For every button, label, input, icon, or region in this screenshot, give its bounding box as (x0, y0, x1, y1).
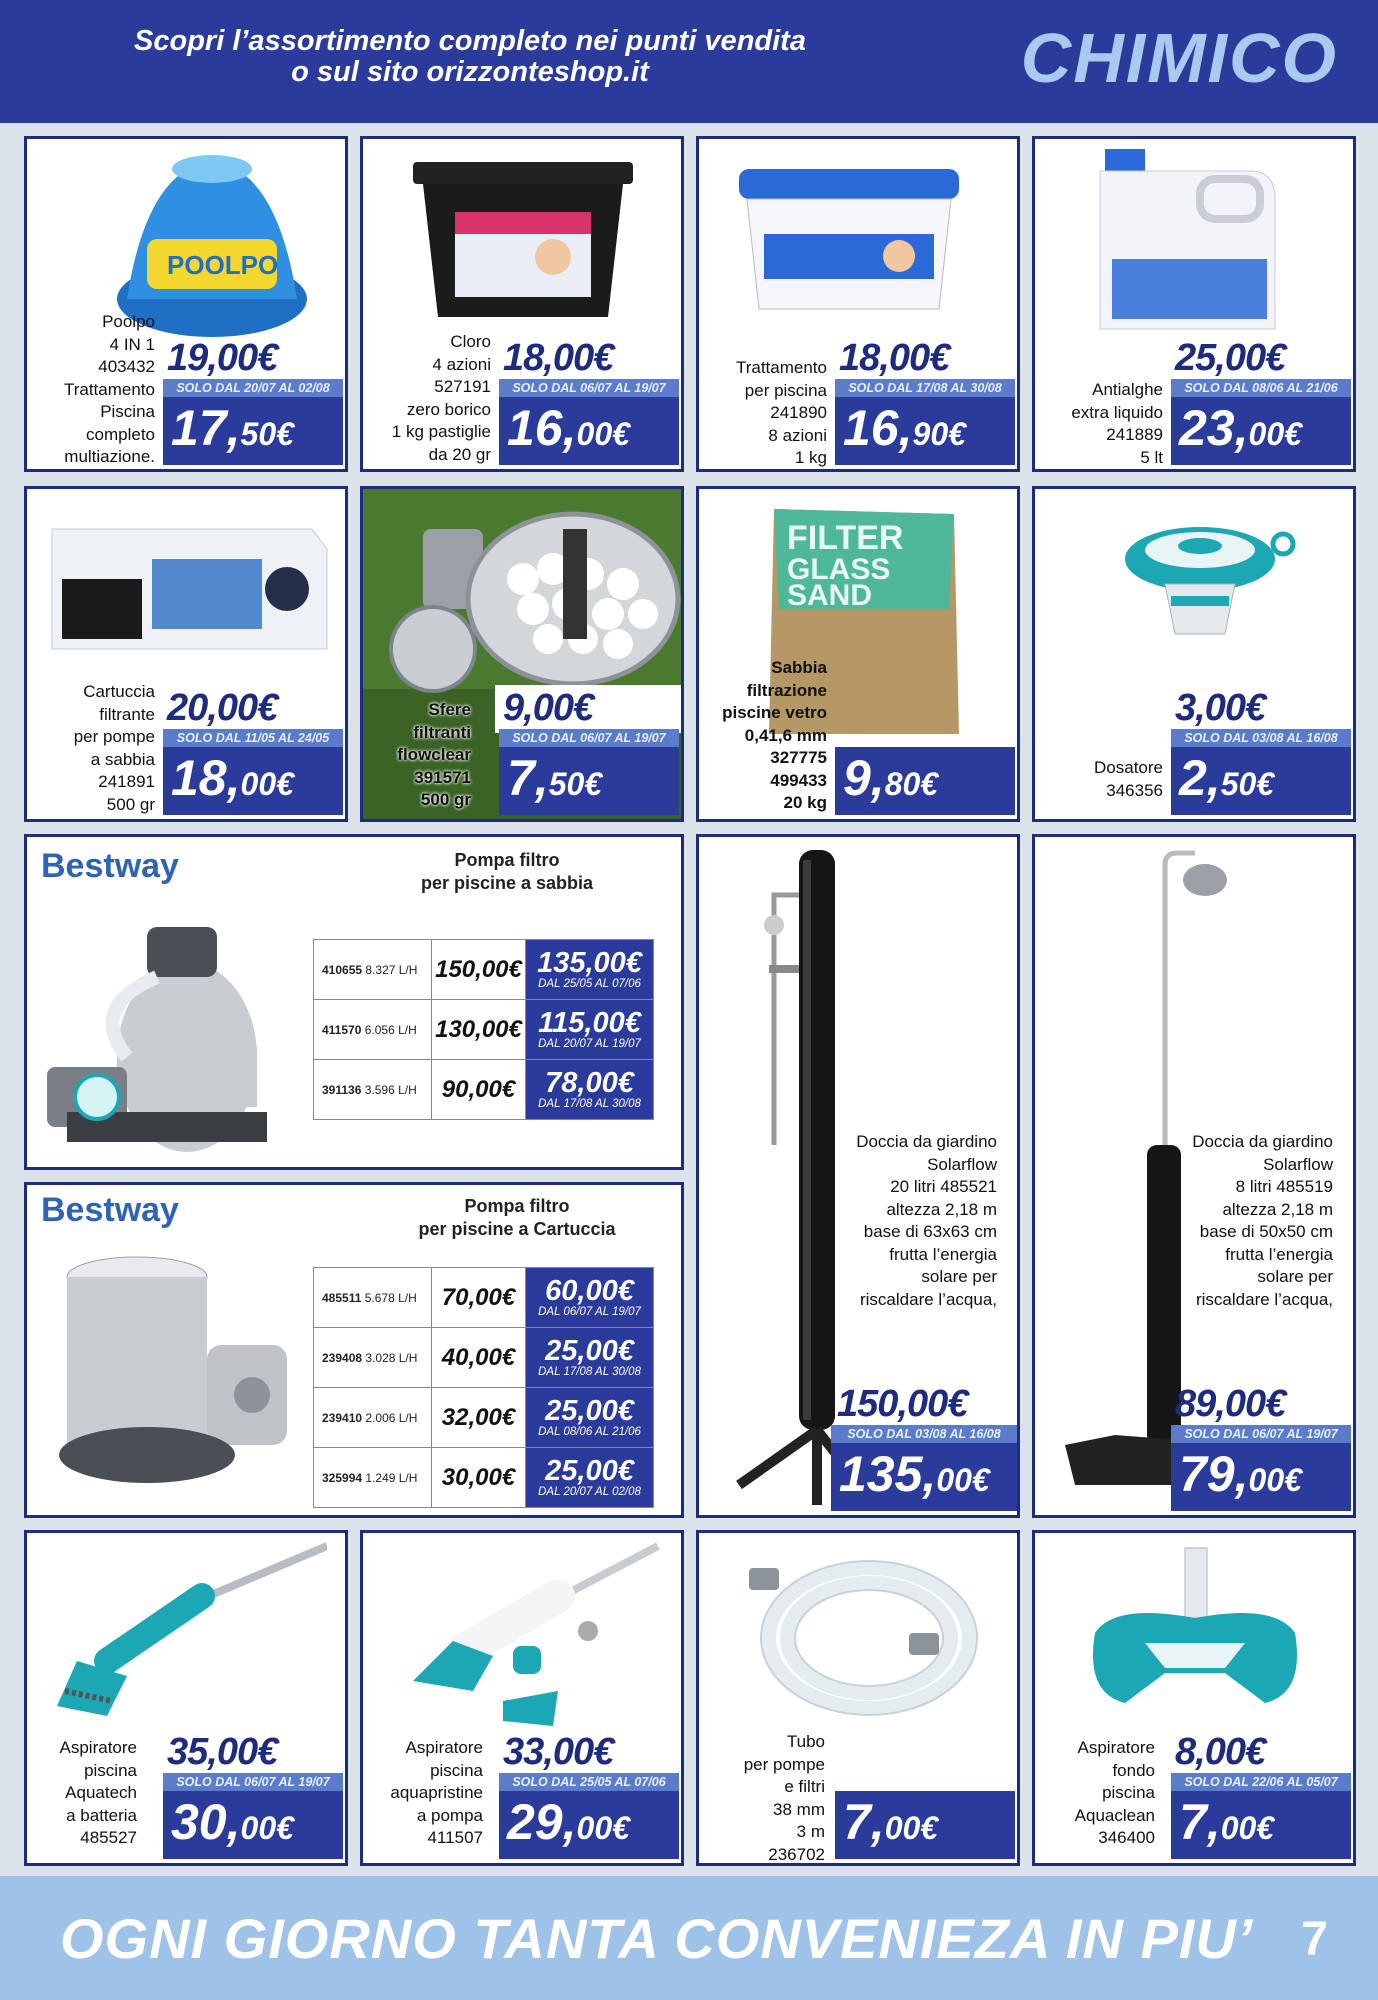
sale-price-box (835, 747, 1015, 815)
model-code: 325994 (322, 1470, 363, 1485)
full-price: 30,00€ (432, 1448, 526, 1508)
price-table-row (314, 940, 654, 1000)
flow-rate: 3.596 L/H (364, 1082, 417, 1097)
header-banner (0, 0, 1378, 123)
old-price: 3,00€ (1175, 687, 1266, 729)
sale-cell (526, 1388, 654, 1448)
tagline-line-1: Scopri l’assortimento completo nei punti vendita (134, 25, 806, 57)
flow-rate: 5.678 L/H (364, 1290, 417, 1305)
sale-price-box (1171, 1425, 1351, 1511)
full-price: 70,00€ (432, 1268, 526, 1328)
product-card-aquatech[interactable] (24, 1530, 348, 1866)
hose-image (729, 1543, 999, 1723)
product-card-poolpo[interactable] (24, 136, 348, 472)
price-table-row (314, 1268, 654, 1328)
antialgae-jug-image (1090, 149, 1290, 334)
price-int: 29, (507, 1794, 577, 1850)
price-int: 9, (843, 750, 885, 806)
full-price: 32,00€ (432, 1388, 526, 1448)
sale-price (1171, 397, 1351, 465)
sale-dates: DAL 08/06 AL 21/06 (538, 1426, 641, 1438)
old-price: 18,00€ (503, 337, 614, 379)
model-code: 239410 (322, 1410, 363, 1425)
sale-cell (526, 1268, 654, 1328)
sale-cell (526, 1000, 654, 1060)
sale-price-box (1171, 729, 1351, 815)
model-code: 239408 (322, 1350, 363, 1365)
price-int: 7, (507, 750, 549, 806)
sale-dates: SOLO DAL 06/07 AL 19/07 (499, 379, 679, 397)
product-card-antialghe[interactable] (1032, 136, 1356, 472)
product-desc: Cartuccia filtrante per pompe a sabbia 241891 500 gr (73, 682, 155, 814)
bestway-logo: Bestway (41, 1191, 179, 1229)
price-dec: 00€ (240, 766, 294, 802)
old-price: 33,00€ (503, 1731, 614, 1773)
sale-price: 60,00€ (545, 1275, 634, 1307)
sale-dates: SOLO DAL 06/07 AL 19/07 (163, 1773, 343, 1791)
cartridge-pump-price-table (313, 1267, 654, 1508)
old-price: 89,00€ (1175, 1383, 1286, 1425)
sale-price: 78,00€ (545, 1067, 634, 1099)
price-table-row (314, 1448, 654, 1508)
price-dec: 50€ (1220, 766, 1275, 802)
sale-price-box (499, 729, 679, 815)
product-desc: Dosatore 346356 (1094, 758, 1163, 800)
model-code: 485511 (322, 1290, 362, 1305)
sale-dates: SOLO DAL 08/06 AL 21/06 (1171, 379, 1351, 397)
sale-price (831, 1443, 1017, 1511)
sale-dates: DAL 20/07 AL 02/08 (538, 1486, 641, 1498)
sale-price: 25,00€ (545, 1335, 634, 1367)
sale-dates: SOLO DAL 25/05 AL 07/06 (499, 1773, 679, 1791)
sale-price-box (835, 1791, 1015, 1859)
product-card-tubo[interactable] (696, 1530, 1020, 1866)
flow-rate: 6.056 L/H (364, 1022, 417, 1037)
sale-price (163, 397, 343, 465)
product-desc: Trattamento per piscina 241890 8 azioni 1 kg (735, 358, 827, 467)
model-code: 411570 (322, 1022, 362, 1037)
product-desc: Poolpo 4 IN 1 403432 Trattamento Piscina completo multiazione. (63, 312, 155, 466)
flow-rate: 1.249 L/H (365, 1470, 418, 1485)
product-card-sabbia[interactable] (696, 486, 1020, 822)
old-price: 8,00€ (1175, 1731, 1266, 1773)
sale-price-box (163, 729, 343, 815)
sale-price (1171, 747, 1351, 815)
price-table-row (314, 1328, 654, 1388)
sale-cell (526, 1448, 654, 1508)
sale-price (1171, 1791, 1351, 1859)
model-cell (314, 1060, 432, 1120)
tagline-line-2: o sul sito orizzonteshop.it (291, 56, 649, 88)
sale-dates: SOLO DAL 06/07 AL 19/07 (499, 729, 679, 747)
price-table-row (314, 1060, 654, 1120)
flow-rate: 8.327 L/H (365, 962, 418, 977)
sale-dates: DAL 06/07 AL 19/07 (538, 1306, 641, 1318)
product-card-sfere[interactable] (360, 486, 684, 822)
price-int: 16, (507, 400, 577, 456)
model-cell (314, 1328, 432, 1388)
product-desc: Cloro 4 azioni 527191 zero borico 1 kg pastiglie da 20 gr (391, 332, 491, 464)
full-price: 90,00€ (432, 1060, 526, 1120)
sale-price: 115,00€ (538, 1007, 641, 1039)
flow-rate: 2.006 L/H (365, 1410, 418, 1425)
price-int: 7, (1179, 1794, 1221, 1850)
product-card-shower-20l[interactable] (696, 834, 1020, 1518)
price-int: 18, (171, 750, 241, 806)
sale-dates: SOLO DAL 17/08 AL 30/08 (835, 379, 1015, 397)
sand-filter-pump-image (47, 897, 267, 1157)
price-int: 2, (1179, 750, 1221, 806)
price-dec: 00€ (884, 1810, 939, 1846)
old-price: 25,00€ (1175, 337, 1286, 379)
flow-rate: 3.028 L/H (365, 1350, 418, 1365)
sale-price (835, 1791, 1015, 1859)
floating-dispenser-image (1105, 514, 1305, 654)
category-title: CHIMICO (1020, 19, 1338, 97)
product-card-cartuccia[interactable] (24, 486, 348, 822)
price-dec: 50€ (548, 766, 603, 802)
sale-price (835, 747, 1015, 815)
product-card-aquapristine[interactable] (360, 1530, 684, 1866)
full-price: 150,00€ (432, 940, 526, 1000)
price-int: 7, (843, 1794, 885, 1850)
price-dec: 00€ (1248, 416, 1302, 452)
product-desc: Tubo per pompe e filtri 38 mm 3 m 236702 (743, 1732, 825, 1864)
sale-dates: SOLO DAL 03/08 AL 16/08 (831, 1425, 1017, 1443)
price-int: 16, (843, 400, 913, 456)
page-number: 7 (1301, 1913, 1328, 1966)
pump-vacuum-image (383, 1541, 663, 1731)
sale-dates: SOLO DAL 11/05 AL 24/05 (163, 729, 343, 747)
sale-price (499, 1791, 679, 1859)
sale-cell (526, 940, 654, 1000)
sale-dates: DAL 17/08 AL 30/08 (538, 1098, 641, 1110)
sale-price-box (163, 1773, 343, 1859)
sale-cell (526, 1060, 654, 1120)
model-cell (314, 1268, 432, 1328)
sale-price-box (1171, 1773, 1351, 1859)
price-table-row (314, 1000, 654, 1060)
price-dec: 00€ (1248, 1462, 1302, 1498)
product-desc: Aspiratore piscina aquapristine a pompa 411507 (390, 1738, 483, 1847)
old-price: 20,00€ (167, 687, 278, 729)
sale-price (499, 397, 679, 465)
old-price: 150,00€ (837, 1383, 968, 1425)
treatment-bucket-image (729, 164, 969, 314)
price-int: 30, (171, 1794, 241, 1850)
sale-price-box (499, 1773, 679, 1859)
sale-dates: DAL 17/08 AL 30/08 (538, 1366, 641, 1378)
cartridge-pump-title: Pompa filtro per piscine a Cartuccia (418, 1196, 616, 1239)
sale-price (1171, 1443, 1351, 1511)
price-dec: 00€ (576, 1810, 630, 1846)
sand-pump-price-table (313, 939, 654, 1120)
bestway-logo: Bestway (41, 847, 179, 885)
floor-vacuum-head-image (1075, 1543, 1315, 1718)
model-cell (314, 1388, 432, 1448)
sale-price-box (163, 379, 343, 465)
full-price: 130,00€ (432, 1000, 526, 1060)
price-dec: 90€ (912, 416, 966, 452)
filter-cartridge-box-image (42, 509, 332, 654)
product-desc: Aspiratore piscina Aquatech a batteria 485527 (59, 1738, 137, 1847)
old-price: 18,00€ (839, 337, 950, 379)
price-dec: 00€ (240, 1810, 294, 1846)
full-price: 40,00€ (432, 1328, 526, 1388)
sale-price (835, 397, 1015, 465)
price-int: 79, (1179, 1446, 1249, 1502)
product-desc: Doccia da giardino Solarflow 8 litri 485519 altezza 2,18 m base di 50x50 cm frutta l’energia solare per riscaldare l’acqua, (1192, 1132, 1333, 1309)
product-card-cloro[interactable] (360, 136, 684, 472)
product-card-dosatore[interactable] (1032, 486, 1356, 822)
product-desc: Aspiratore fondo piscina Aquaclean 346400 (1074, 1738, 1155, 1847)
product-desc: Sfere filtranti flowclear 391571 500 gr (397, 700, 471, 809)
sale-price-box (499, 379, 679, 465)
model-cell (314, 940, 432, 1000)
sale-dates: DAL 25/05 AL 07/06 (538, 978, 641, 990)
header-tagline (60, 26, 880, 88)
cartridge-filter-pump-image (57, 1255, 297, 1505)
product-desc: Antialghe extra liquido 241889 5 lt (1071, 380, 1163, 467)
svg-text:GLASS: GLASS (787, 553, 891, 586)
footer-banner (0, 1876, 1378, 2000)
svg-text:SAND: SAND (787, 579, 873, 612)
product-card-sand-pump[interactable] (24, 834, 684, 1170)
footer-slogan: OGNI GIORNO TANTA CONVENIEZA IN PIU’ (60, 1907, 1254, 1970)
sale-dates: DAL 20/07 AL 19/07 (538, 1038, 641, 1050)
sale-price: 25,00€ (545, 1455, 634, 1487)
product-card-aquaclean[interactable] (1032, 1530, 1356, 1866)
product-desc: Doccia da giardino Solarflow 20 litri 485521 altezza 2,18 m base di 63x63 cm frutta l’energia solare per riscaldare l’acqua, (856, 1132, 997, 1309)
price-dec: 80€ (884, 766, 939, 802)
price-dec: 00€ (936, 1462, 990, 1498)
sale-price-box (1171, 379, 1351, 465)
svg-text:POOLPO: POOLPO (167, 250, 279, 280)
battery-vacuum-image (47, 1541, 327, 1731)
sale-dates: SOLO DAL 22/06 AL 05/07 (1171, 1773, 1351, 1791)
sale-price-box (831, 1425, 1017, 1511)
price-dec: 00€ (576, 416, 630, 452)
sale-price-box (835, 379, 1015, 465)
price-dec: 00€ (1220, 1810, 1275, 1846)
price-int: 135, (839, 1446, 937, 1502)
svg-text:FILTER: FILTER (787, 519, 904, 557)
old-price: 9,00€ (503, 687, 594, 729)
sale-price (499, 747, 679, 815)
product-card-shower-8l[interactable] (1032, 834, 1356, 1518)
product-card-cartridge-pump[interactable] (24, 1182, 684, 1518)
price-table-row (314, 1388, 654, 1448)
price-int: 17, (171, 400, 241, 456)
model-code: 391136 (322, 1082, 362, 1097)
model-cell (314, 1448, 432, 1508)
product-card-trattamento[interactable] (696, 136, 1020, 472)
sale-dates: SOLO DAL 20/07 AL 02/08 (163, 379, 343, 397)
old-price: 35,00€ (167, 1731, 278, 1773)
product-desc: Sabbia filtrazione piscine vetro 0,41,6 mm 327775 499433 20 kg (722, 658, 827, 812)
sale-dates: SOLO DAL 06/07 AL 19/07 (1171, 1425, 1351, 1443)
sale-price (163, 1791, 343, 1859)
price-int: 23, (1179, 400, 1249, 456)
chlorine-tub-image (403, 157, 643, 322)
sale-price: 25,00€ (545, 1395, 634, 1427)
old-price: 19,00€ (167, 337, 278, 379)
model-cell (314, 1000, 432, 1060)
sale-dates: SOLO DAL 03/08 AL 16/08 (1171, 729, 1351, 747)
sale-price: 135,00€ (537, 947, 642, 979)
sale-cell (526, 1328, 654, 1388)
sale-price (163, 747, 343, 815)
model-code: 410655 (322, 962, 363, 977)
sand-pump-title: Pompa filtro per piscine a sabbia (420, 850, 594, 893)
price-dec: 50€ (240, 416, 294, 452)
